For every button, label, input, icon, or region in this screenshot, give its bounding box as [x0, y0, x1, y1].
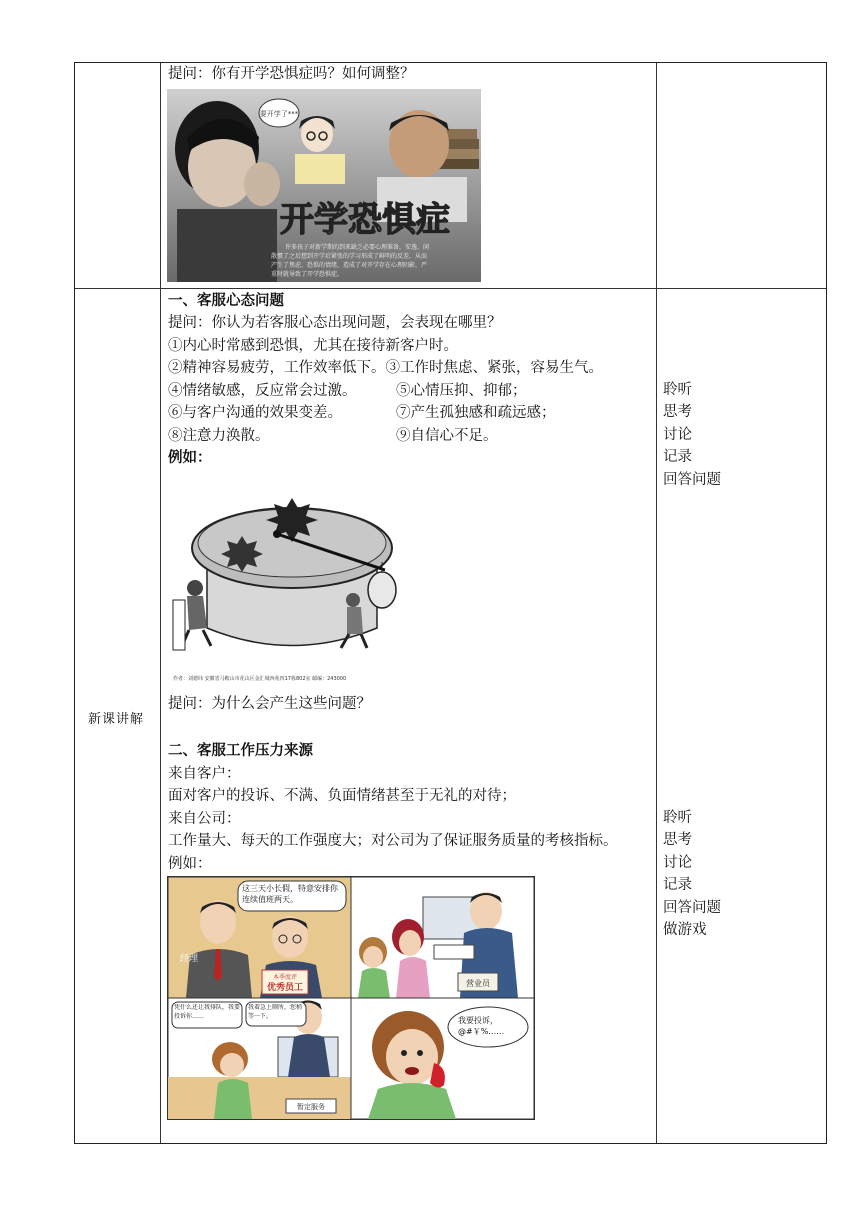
caption-line-1: 许多孩子对新学期的到来缺乏必要心理准备，安逸、闲 [285, 244, 430, 251]
caption-line-3: 产生了焦虑、恐惧的情绪，造成了对开学存在心理阴影，严 [271, 262, 428, 269]
question-why: 提问：为什么会产生这些问题？ [168, 696, 371, 712]
service-comic [167, 876, 535, 1120]
source-company-label: 来自公司： [168, 811, 241, 827]
symptom-line-2: ②精神容易疲劳，工作效率低下。③工作时焦虑、紧张，容易生气。 [168, 360, 603, 376]
symptom-6: ⑥与客户沟通的效果变差。 [168, 405, 342, 421]
column-divider-1 [160, 63, 161, 1143]
activity-a-4: 记录 [663, 449, 692, 465]
symptom-8: ⑧注意力涣散。 [168, 428, 270, 444]
row-divider [75, 288, 826, 289]
label-clerk: 营业员 [466, 979, 490, 988]
question-school-fear: 提问：你有开学恐惧症吗？如何调整？ [168, 66, 415, 82]
activity-b-2: 思考 [663, 832, 692, 848]
sign-text: 暂定服务 [297, 1103, 325, 1111]
symptom-4: ④情绪敏感，反应常会过激。 [168, 383, 357, 399]
column-divider-2 [656, 63, 657, 1143]
section-1-question: 提问：你认为若客服心态出现问题，会表现在哪里？ [168, 315, 502, 331]
section-2-title: 二、客服工作压力来源 [168, 742, 313, 759]
example-label-1: 例如： [168, 449, 212, 466]
symptom-line-1: ①内心时常感到恐惧，尤其在接待新客户时。 [168, 338, 458, 354]
bubble-clerk-3: 我着急上厕所，您稍等一下。 [248, 1004, 303, 1020]
cartoon-credit: 作者：刘德纬 安徽省马鞍山市花山区金汇城西苑四17栋802室 邮编：243000 [173, 676, 347, 682]
image-title: 开学恐惧症 [280, 200, 450, 240]
bubble-customer-3: 凭什么还让我排队，我要投诉你…… [174, 1004, 241, 1020]
activity-a-2: 思考 [663, 404, 692, 420]
school-fear-image [167, 89, 481, 282]
badge-top: 本季度评 [272, 974, 298, 981]
activity-a-3: 讨论 [663, 427, 692, 443]
section-1-title: 一、客服心态问题 [168, 292, 284, 309]
row-label: 新课讲解 [88, 712, 145, 727]
symptom-7: ⑦产生孤独感和疏远感； [396, 405, 556, 421]
caption-line-4: 重时就导致了开学恐惧症。 [271, 271, 344, 278]
source-customer-detail: 面对客户的投诉、不满、负面情绪甚至于无礼的对待； [168, 788, 516, 804]
caption-line-2: 散惯了之后想到开学后紧张的学习形成了鲜明的反差，从而 [271, 253, 428, 260]
bubble-school: 要开学了*** [259, 110, 299, 118]
activity-b-4: 记录 [663, 877, 692, 893]
label-manager: 经理 [180, 954, 199, 964]
activity-b-3: 讨论 [663, 855, 692, 871]
activity-a-5: 回答问题 [663, 472, 721, 488]
source-company-detail: 工作量大、每天的工作强度大；对公司为了保证服务质量的考核指标。 [168, 833, 618, 849]
example-label-2: 例如： [168, 856, 212, 872]
comic-panel-1 [168, 877, 351, 998]
bubble-complaint: 我要投诉，@#￥%…… [458, 1016, 505, 1036]
comic-panel-4 [351, 998, 534, 1119]
bubble-manager: 这三天小长假，特意安排你连续值班两天。 [242, 884, 338, 904]
activity-b-6: 做游戏 [663, 922, 707, 938]
activity-b-1: 聆听 [663, 810, 692, 826]
activity-a-1: 聆听 [663, 382, 692, 398]
badge-text: 优秀员工 [266, 983, 304, 993]
activity-b-5: 回答问题 [663, 900, 721, 916]
comic-panel-2 [351, 877, 534, 998]
stress-cartoon [167, 488, 413, 684]
symptom-9: ⑨自信心不足。 [396, 428, 498, 444]
symptom-5: ⑤心情压抑、抑郁； [396, 383, 527, 399]
source-customer-label: 来自客户： [168, 766, 241, 782]
comic-panel-3 [168, 998, 351, 1119]
